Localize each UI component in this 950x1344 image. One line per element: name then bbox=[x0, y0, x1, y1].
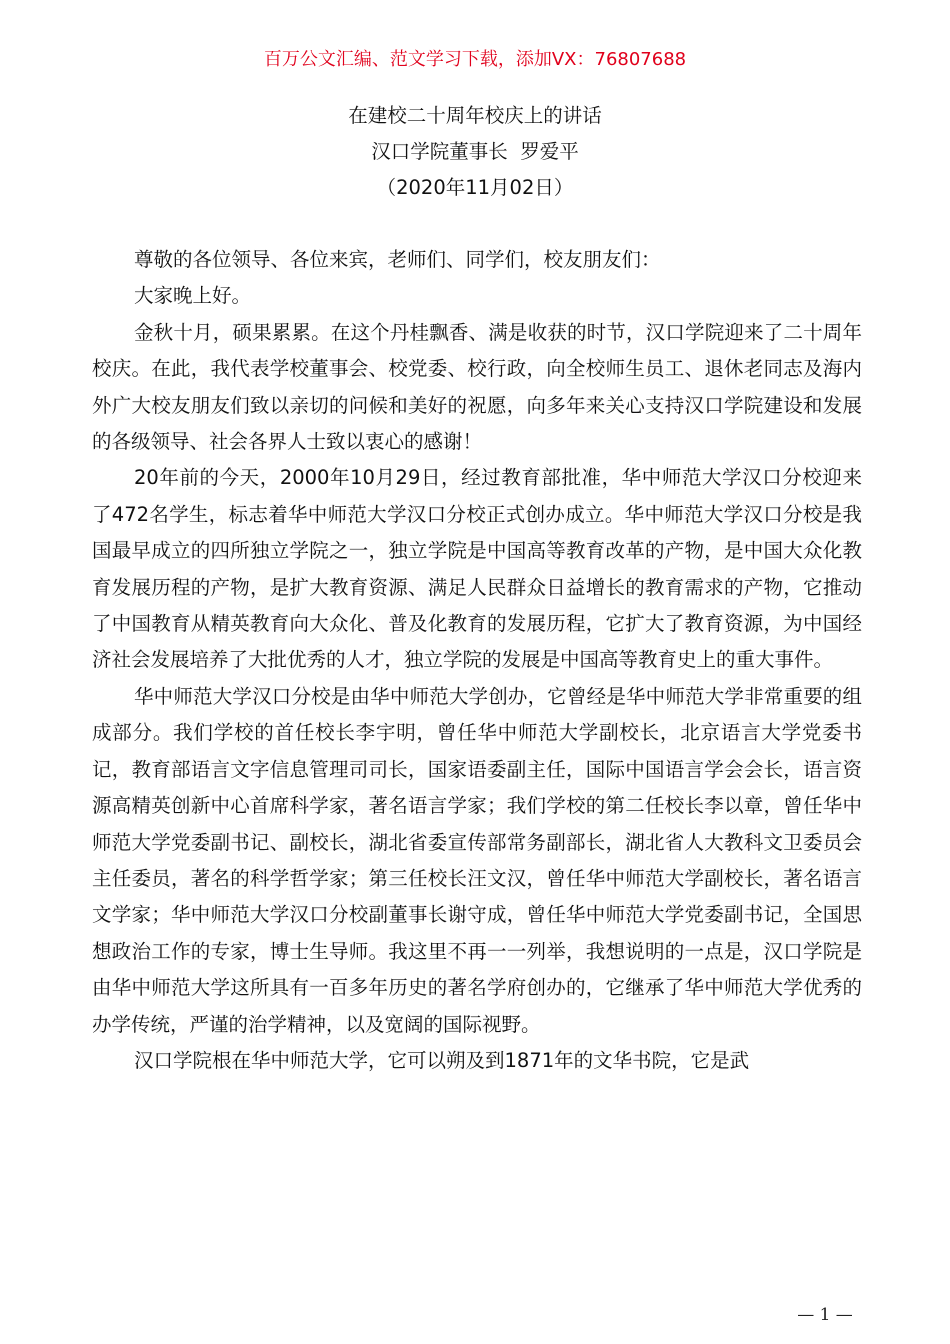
paragraph: 20年前的今天，2000年10月29日，经过教育部批准，华中师范大学汉口分校迎来了472名学生，标志着华中师范大学汉口分校正式创办成立。华中师范大学汉口分校是我国最早成立的四所独立学院之一，独立学院是中国高等教育改革的产物，是中国大众化教育发展历程的产物，是扩大教育资源、满足人民群众日益增长的教育需求的产物，它推动了中国教育从精英教育向大众化、普及化教育的发展历程，它扩大了教育资源，为中国经济社会发展培养了大批优秀的人才，独立学院的发展是中国高等教育史上的重大事件。 bbox=[92, 466, 862, 672]
paragraph-greeting: 大家晚上好。 bbox=[134, 284, 252, 308]
speech-author bbox=[0, 134, 950, 170]
page-number: — 1 — bbox=[797, 1305, 853, 1325]
speech-body bbox=[92, 242, 862, 1079]
paragraph: 金秋十月，硕果累累。在这个丹桂飘香、满是收获的时节，汉口学院迎来了二十周年校庆。在此，我代表学校董事会、校党委、校行政，向全校师生员工、退休老同志及海内外广大校友朋友们致以亲切的问候和美好的祝愿，向多年来关心支持汉口学院建设和发展的各级领导、社会各界人士致以衷心的感谢！ bbox=[92, 320, 862, 454]
title-block bbox=[0, 98, 950, 206]
paragraph: 汉口学院根在华中师范大学，它可以朔及到1871年的文华书院，它是武 bbox=[134, 1048, 750, 1072]
speech-title: 在建校二十周年校庆上的讲话 bbox=[348, 104, 602, 127]
speech-date: （2020年11月02日） bbox=[376, 176, 574, 199]
promo-banner: 百万公文汇编、范文学习下载，添加VX：76807688 bbox=[263, 49, 687, 70]
paragraph: 华中师范大学汉口分校是由华中师范大学创办，它曾经是华中师范大学非常重要的组成部分。我们学校的首任校长李宇明，曾任华中师范大学副校长，北京语言大学党委书记，教育部语言文字信息管理司司长，国家语委副主任，国际中国语言学会会长，语言资源高精英创新中心首席科学家，著名语言学家；我们学校的第二任校长李以章，曾任华中师范大学党委副书记、副校长，湖北省委宣传部常务副部长，湖北省人大教科文卫委员会主任委员，著名的科学哲学家；第三任校长汪文汉，曾任华中师范大学副校长，著名语言文学家；华中师范大学汉口分校副董事长谢守成，曾任华中师范大学党委副书记，全国思想政治工作的专家，博士生导师。我这里不再一一列举，我想说明的一点是，汉口学院是由华中师范大学这所具有一百多年历史的著名学府创办的，它继承了华中师范大学优秀的办学传统，严谨的治学精神，以及宽阔的国际视野。 bbox=[92, 684, 862, 1036]
paragraph-salutation: 尊敬的各位领导、各位来宾，老师们、同学们，校友朋友们： bbox=[134, 248, 661, 271]
author-text: 汉口学院董事长 罗爱平 bbox=[371, 140, 579, 163]
